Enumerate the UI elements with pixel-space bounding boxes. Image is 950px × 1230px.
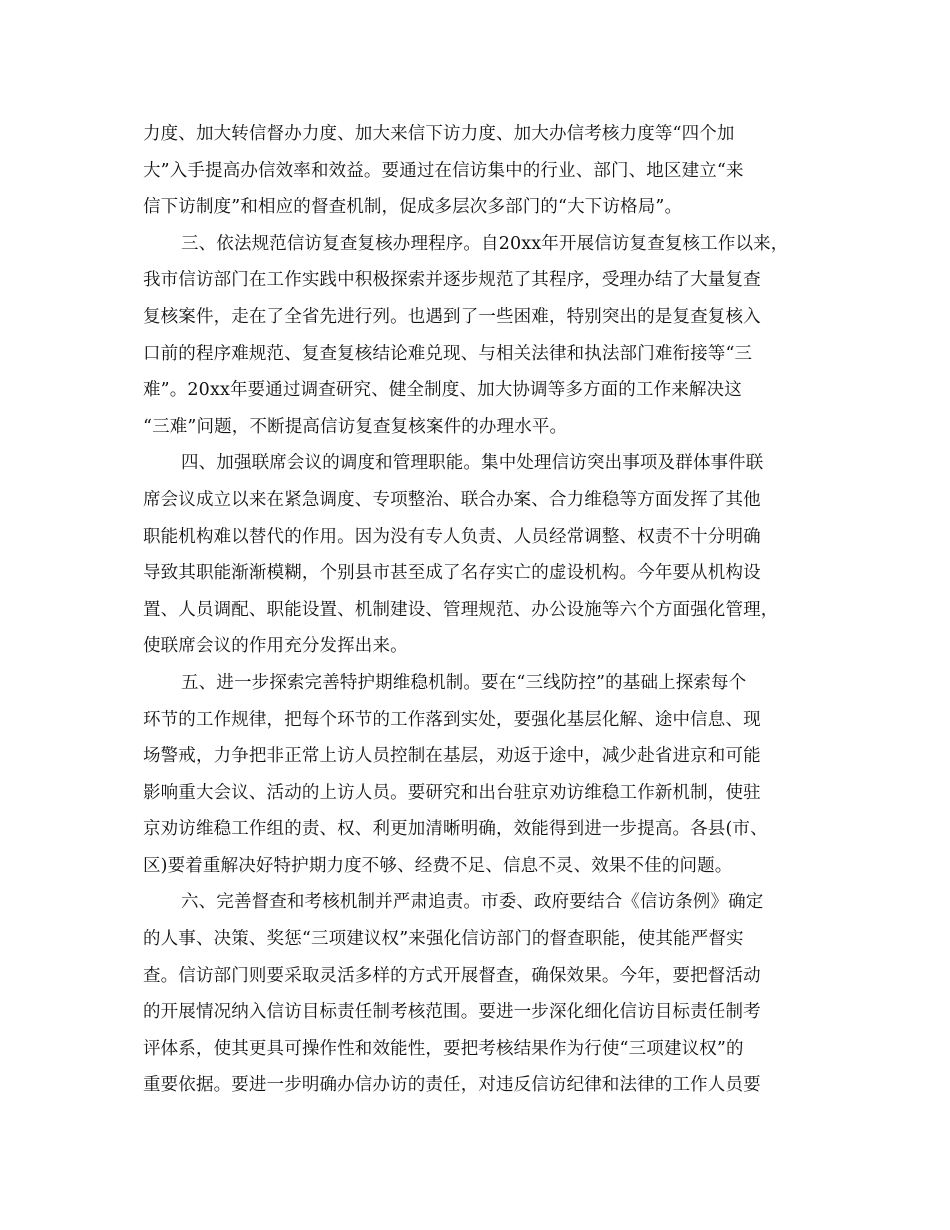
text-line: 六、完善督查和考核机制并严肃追责。市委、政府要结合《信访条例》确定	[181, 892, 764, 913]
text-line: 导致其职能渐渐模糊，个别县市甚至成了名存实亡的虚设机构。今年要从机构设	[143, 563, 761, 584]
text-line: 影响重大会议、活动的上访人员。要研究和出台驻京劝访维稳工作新机制，使驻	[143, 782, 761, 803]
text-line: 的开展情况纳入信访目标责任制考核范围。要进一步深化细化信访目标责任制考	[143, 1002, 761, 1023]
text-line: 的人事、决策、奖惩“三项建议权”来强化信访部门的督查职能，使其能严督实	[143, 929, 744, 950]
text-line: 查。信访部门则要采取灵活多样的方式开展督查，确保效果。今年，要把督活动	[143, 965, 761, 986]
text-line: 四、加强联席会议的调度和管理职能。集中处理信访突出事项及群体事件联	[181, 453, 764, 474]
text-line: 难”。20xx年要通过调查研究、健全制度、加大协调等多方面的工作来解决这	[143, 380, 742, 401]
text-line: 置、人员调配、职能设置、机制建设、管理规范、办公设施等六个方面强化管理，	[143, 599, 779, 620]
text-line: 席会议成立以来在紧急调度、专项整治、联合办案、合力维稳等方面发挥了其他	[143, 489, 761, 510]
text-line: 使联席会议的作用充分发挥出来。	[143, 636, 408, 657]
text-line: 区)要着重解决好特护期力度不够、经费不足、信息不灵、效果不佳的问题。	[143, 855, 733, 876]
text-line: 评体系，使其更具可操作性和效能性，要把考核结果作为行使“三项建议权”的	[143, 1038, 744, 1059]
text-line: 环节的工作规律，把每个环节的工作落到实处，要强化基层化解、途中信息、现	[143, 709, 761, 730]
text-line: 重要依据。要进一步明确办信办访的责任，对违反信访纪律和法律的工作人员要	[143, 1075, 761, 1096]
text-line: 三、依法规范信访复查复核办理程序。自20xx年开展信访复查复核工作以来，	[181, 233, 789, 254]
text-line: 口前的程序难规范、复查复核结论难兑现、与相关法律和执法部门难衔接等“三	[143, 343, 753, 364]
text-line: 五、进一步探索完善特护期维稳机制。要在“三线防控”的基础上探索每个	[181, 672, 747, 693]
document-body	[143, 116, 808, 1104]
text-line: “三难”问题，不断提高信访复查复核案件的办理水平。	[143, 416, 568, 437]
text-line: 我市信访部门在工作实践中积极探索并逐步规范了其程序，受理办结了大量复查	[143, 270, 761, 291]
text-line: 职能机构难以替代的作用。因为没有专人负责、人员经常调整、权责不十分明确	[143, 526, 761, 547]
text-line: 信下访制度”和相应的督查机制，促成多层次多部门的“大下访格局”。	[143, 197, 683, 218]
text-line: 力度、加大转信督办力度、加大来信下访力度、加大办信考核力度等“四个加	[143, 124, 735, 144]
text-line: 场警戒，力争把非正常上访人员控制在基层，劝返于途中，减少赴省进京和可能	[143, 746, 761, 767]
text-line: 京劝访维稳工作组的责、权、利更加清晰明确，效能得到进一步提高。各县(市、	[143, 819, 768, 840]
text-line: 大”入手提高办信效率和效益。要通过在信访集中的行业、部门、地区建立“来	[143, 160, 744, 181]
text-line: 复核案件，走在了全省先进行列。也遇到了一些困难，特别突出的是复查复核入	[143, 306, 761, 327]
